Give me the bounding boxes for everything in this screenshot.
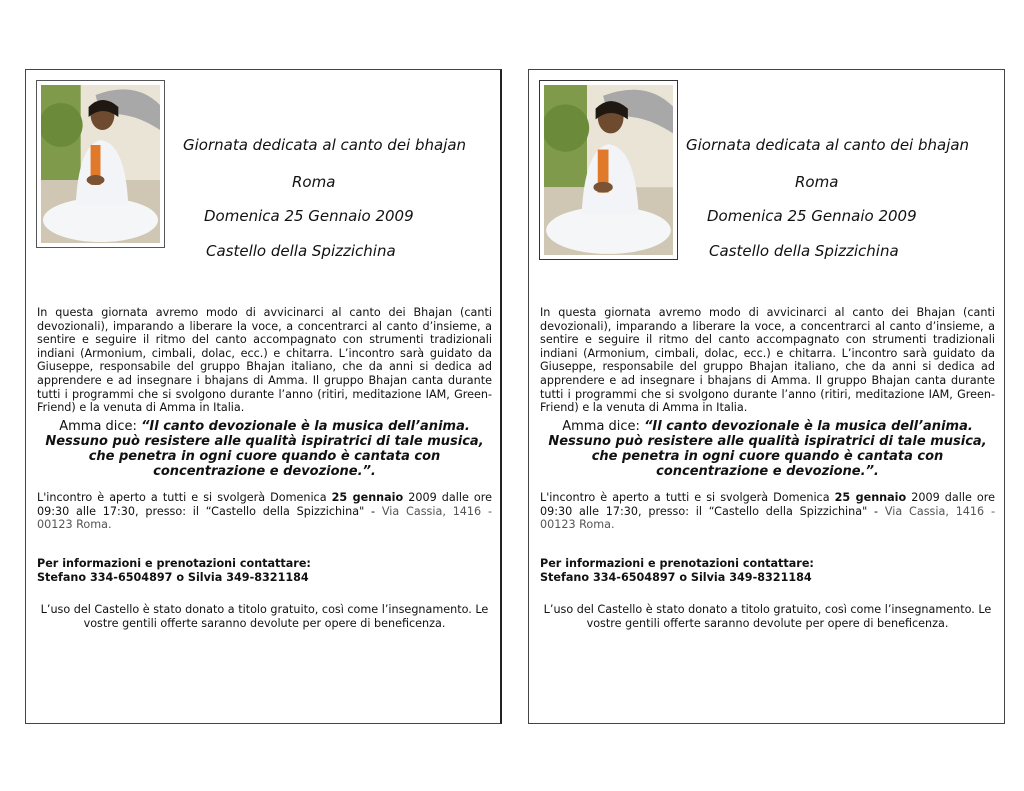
intro-paragraph: In questa giornata avremo modo di avvicinarci al canto dei Bhajan (canti devozionali), imparando a liberare la voce, a concentrarci al canto d’insieme, a sentire e seguire il ritmo del canto accompagnato con strumenti tradizionali indiani (Armonium, cimbali, dolac, ecc.) e chitarra. L’incontro sarà guidato da Giuseppe, responsabile del gruppo Bhajan italiano, che da anni si dedica ad apprendere e ad insegnare i bhajans di Amma. Il gruppo Bhajan canta durante tutti i programmi che si svolgono durante l’anno (ritiri, meditazione IAM, Green-Friend) e la venuta di Amma in Italia.	[540, 306, 995, 415]
quote-lead: Amma dice:	[59, 419, 142, 434]
donation-note: L’uso del Castello è stato donato a titolo gratuito, così come l’insegnamento. Le vostre gentili offerte saranno devolute per opere di beneficenza.	[543, 603, 992, 630]
event-city: Roma	[292, 173, 336, 191]
flyer-right	[528, 69, 1005, 724]
contact-names: Stefano 334-6504897 o Silvia 349-8321184	[540, 571, 812, 584]
flyer-left	[25, 69, 502, 724]
details-mid: 2009 dalle ore 09:30 alle 17:30, presso: il “Castello della Spizzichina" -	[540, 491, 996, 518]
donation-note: L’uso del Castello è stato donato a titolo gratuito, così come l’insegnamento. Le vostre gentili offerte saranno devolute per opere di beneficenza.	[40, 603, 489, 630]
quote-block	[37, 419, 492, 479]
amma-photo	[36, 80, 165, 248]
quote-lead: Amma dice:	[562, 419, 645, 434]
details-paragraph	[37, 491, 492, 532]
details-address: Via Cassia, 1416 - 00123 Roma.	[540, 504, 995, 532]
event-venue: Castello della Spizzichina	[709, 242, 899, 260]
quote-block	[540, 419, 995, 479]
event-title: Giornata dedicata al canto dei bhajan	[183, 136, 467, 154]
contact-names: Stefano 334-6504897 o Silvia 349-8321184	[37, 571, 309, 584]
intro-paragraph: In questa giornata avremo modo di avvicinarci al canto dei Bhajan (canti devozionali), imparando a liberare la voce, a concentrarci al canto d’insieme, a sentire e seguire il ritmo del canto accompagnato con strumenti tradizionali indiani (Armonium, cimbali, dolac, ecc.) e chitarra. L’incontro sarà guidato da Giuseppe, responsabile del gruppo Bhajan italiano, che da anni si dedica ad apprendere e ad insegnare i bhajans di Amma. Il gruppo Bhajan canta durante tutti i programmi che si svolgono durante l’anno (ritiri, meditazione IAM, Green-Friend) e la venuta di Amma in Italia.	[37, 306, 492, 415]
details-pre: L'incontro è aperto a tutti e si svolgerà Domenica	[540, 491, 835, 504]
details-pre: L'incontro è aperto a tutti e si svolgerà Domenica	[37, 491, 332, 504]
event-date: Domenica 25 Gennaio 2009	[204, 207, 414, 225]
event-city: Roma	[795, 173, 839, 191]
details-date: 25 gennaio	[331, 491, 404, 504]
details-address: Via Cassia, 1416 - 00123 Roma.	[37, 504, 492, 532]
quote-text: “Il canto devozionale è la musica dell’anima. Nessuno può resistere alle qualità ispiratrici di tale musica, che penetra in ogni cuore quando è cantata con concentrazione e devozione.”.	[548, 419, 987, 479]
contact-heading: Per informazioni e prenotazioni contattare:	[540, 557, 814, 570]
quote-text: “Il canto devozionale è la musica dell’anima. Nessuno può resistere alle qualità ispiratrici di tale musica, che penetra in ogni cuore quando è cantata con concentrazione e devozione.”.	[45, 419, 484, 479]
event-date: Domenica 25 Gennaio 2009	[707, 207, 917, 225]
contact-block	[37, 557, 492, 585]
event-title: Giornata dedicata al canto dei bhajan	[686, 136, 970, 154]
event-venue: Castello della Spizzichina	[206, 242, 396, 260]
details-date: 25 gennaio	[834, 491, 907, 504]
details-mid: 2009 dalle ore 09:30 alle 17:30, presso: il “Castello della Spizzichina" -	[37, 491, 493, 518]
contact-heading: Per informazioni e prenotazioni contattare:	[37, 557, 311, 570]
contact-block	[540, 557, 995, 585]
amma-photo	[539, 80, 678, 260]
details-paragraph	[540, 491, 995, 532]
